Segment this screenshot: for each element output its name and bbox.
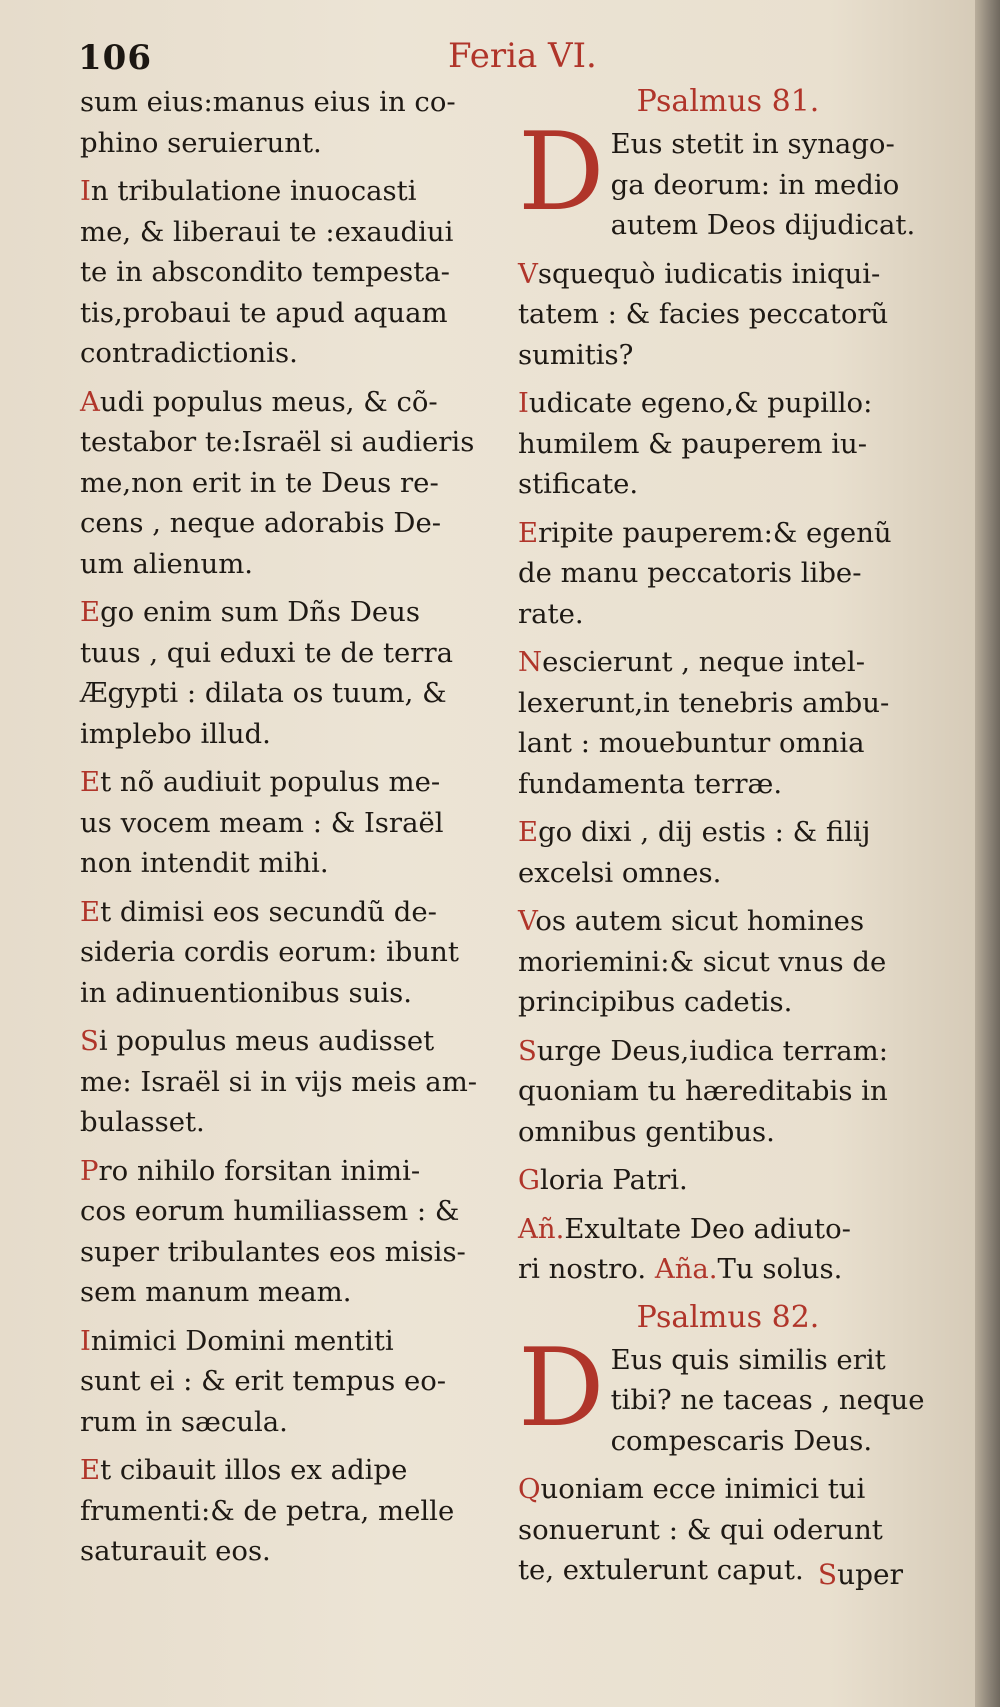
verse-text: rum in sæcula. [80,1405,288,1438]
verse-line [80,123,498,164]
rubricated-initial: P [80,1154,99,1187]
verse-text: lexerunt,in tenebris ambu- [518,686,890,719]
verse-line [518,764,938,805]
verse-line [80,592,498,633]
verse-text: implebo illud. [80,717,271,750]
verse [518,1160,938,1201]
verse-line [80,82,498,123]
verse-text: cos eorum humiliassem : & [80,1195,460,1227]
verse-line [518,383,938,424]
verse-text: humilem & pauperem iu- [518,427,868,460]
rubricated-initial: S [80,1025,99,1057]
verse-text: t nõ audiuit populus me- [100,766,441,798]
rubricated-initial: Q [518,1473,541,1505]
verse-line [518,1031,938,1072]
verse-text: me, & liberaui te :exaudiui [80,215,454,248]
rubricated-initial: E [80,596,101,628]
verse-text: urge Deus,iudica terram: [536,1034,889,1067]
verse-text: sumitis? [518,338,634,371]
rubricated-initial: V [518,905,536,937]
verse-line: ga deorum: in medio [610,168,900,201]
verse-text: omnibus gentibus. [518,1115,775,1148]
verse-text: squequò iudicatis iniqui- [537,257,881,290]
verse-line [80,1191,498,1232]
verse-text: testabor te:Israël si audieris [80,426,475,458]
antiphon-text-2: Tu solus. [717,1253,843,1285]
verse-text: de manu peccatoris libe- [518,557,862,589]
verse-line [80,503,498,544]
rubricated-initial: A [80,385,100,418]
verse-text: stificate. [518,468,639,500]
verse-text: quoniam tu hæreditabis in [518,1075,888,1107]
verse-line [80,1232,498,1273]
antiphon-text: Exultate Deo adiuto- [564,1212,851,1245]
verse-line [518,553,938,594]
verse-text: tatem : & facies peccatorũ [518,298,889,330]
verse-text: te, extulerunt caput. [518,1554,804,1586]
verse-line: Eus quis similis erit [610,1343,886,1376]
verse-text: lant : mouebuntur omnia [518,727,865,759]
verse-line [518,294,938,335]
verse-line [518,424,938,465]
verse-line [518,982,938,1023]
verse-text: os autem sicut homines [535,905,865,937]
verse [80,592,498,754]
verse-line [518,1510,938,1551]
verse-text: sem manum meam. [80,1276,352,1308]
verse [80,382,498,585]
verse-line [80,843,498,884]
verse-text: ripite pauperem:& egenũ [538,516,892,549]
verse-text: go dixi , dij estis : & filij [538,816,871,848]
verse-text: t cibauit illos ex adipe [100,1454,408,1486]
psalm-82-opening-verse [518,1325,938,1462]
verse-text: bulasset. [80,1106,205,1138]
verse-line [80,252,498,293]
verse [80,1151,498,1313]
verse [80,1450,498,1572]
verse-line [518,642,938,683]
verse-text: in adinuentionibus suis. [80,976,413,1009]
verse-text: udi populus meus, & cõ- [99,385,438,418]
verse-line [80,382,498,423]
verse-line [518,513,938,554]
rubricated-initial: V [518,257,538,290]
verse-line [80,1021,498,1062]
rubricated-initial: E [518,516,539,549]
verse-text: principibus cadetis. [518,986,793,1018]
verse-text: t dimisi eos secundũ de- [100,895,437,928]
verse-line: Eus stetit in synago- [610,128,895,160]
verse-text: phino seruierunt. [80,126,322,159]
verse-text: um alienum. [80,547,254,580]
verse [80,82,498,163]
verse-text: cens , neque adorabis De- [80,507,442,539]
rubricated-initial: I [80,175,91,207]
verse-line [80,463,498,504]
verse-line [80,422,498,463]
left-column [80,82,498,1580]
verse-line [518,335,938,376]
verse-line [80,1102,498,1143]
catchword [818,1558,903,1591]
verse-line [80,714,498,755]
verse-line: autem Deos dijudicat. [610,209,916,241]
verse-line [80,1361,498,1402]
drop-cap: D [518,1325,605,1451]
verse-text: escierunt , neque intel- [542,646,865,678]
verse-text: sonuerunt : & qui oderunt [518,1513,883,1546]
verse-text: i populus meus audisset [98,1025,435,1057]
verse-text: sideria cordis eorum: ibunt [80,936,459,968]
verse [80,1021,498,1143]
verse-text: loria Patri. [539,1164,688,1196]
verse-text: Ægypti : dilata os tuum, & [80,677,447,709]
catchword-initial: S [817,1558,838,1591]
verse-line [80,932,498,973]
verse-line [80,633,498,674]
verse [80,892,498,1014]
verse-text: n tribulatione inuocasti [90,175,417,207]
verse-text: fundamenta terræ. [518,767,783,800]
verse-line [80,212,498,253]
antiphon-label-2: Aña. [654,1253,718,1285]
verse [518,513,938,635]
running-head: Feria VI. [448,36,597,76]
verse-text: te in abscondito tempesta- [80,256,450,288]
verse-text: frumenti:& de petra, melle [80,1494,455,1527]
rubricated-initial: E [518,816,539,848]
verse-line [80,762,498,803]
verse [518,901,938,1023]
verse [518,254,938,376]
verse-text: udicate egeno,& pupillo: [528,387,873,419]
verse-line: tibi? ne taceas , neque [610,1384,925,1416]
catchword-rest: uper [837,1558,903,1591]
verse-text: uoniam ecce inimici tui [540,1473,866,1505]
verse-line [518,594,938,635]
verse-text: non intendit mihi. [80,847,329,879]
verse-line [80,892,498,933]
verse-line [80,1272,498,1313]
rubricated-initial: I [518,387,529,419]
verse-line [518,1160,938,1201]
verse-line [80,293,498,334]
psalm-81-verses [518,254,938,1201]
verse-line [518,1112,938,1153]
verse-line [80,333,498,374]
verse-line [518,1071,938,1112]
right-column [518,82,938,1599]
drop-cap: D [518,110,605,235]
verse-text: nimici Domini mentiti [90,1324,394,1357]
verse [518,642,938,804]
rubricated-initial: E [80,766,101,798]
verse-line [80,1321,498,1362]
verse-line [518,254,938,295]
verse-line [80,171,498,212]
verse-line [518,812,938,853]
rubricated-initial: I [80,1324,91,1357]
verse-text: excelsi omnes. [518,856,722,889]
verse-text: me: Israël si in vijs meis am- [80,1065,478,1098]
verse-line [80,1151,498,1192]
verse-line: compescaris Deus. [610,1424,873,1457]
verse [518,1031,938,1153]
verse-line [80,673,498,714]
verse-line [80,544,498,585]
verse-text: saturauit eos. [80,1535,271,1567]
verse-text: rate. [518,597,584,630]
antiphon [518,1209,938,1290]
verse-line [518,942,938,983]
verse-text: tuus , qui eduxi te de terra [80,636,453,669]
psalm-81-opening-verse [518,110,938,246]
verse-line [518,1469,938,1510]
verse-text: go enim sum Dñs Deus [100,596,420,628]
verse-line [80,1531,498,1572]
psalm-82-title: Psalmus 82. [636,1299,820,1335]
verse-text: contradictionis. [80,337,298,369]
verse-text: tis,probaui te apud aquam [80,296,448,329]
rubricated-initial: S [518,1034,537,1067]
verse-line [518,853,938,894]
verse-text: me,non erit in te Deus re- [80,466,439,499]
verse-text: sunt ei : & erit tempus eo- [80,1365,447,1397]
verse-line [80,1491,498,1532]
verse-line [80,803,498,844]
verse-line [80,1062,498,1103]
verse [518,383,938,505]
page-number: 106 [78,38,152,78]
verse-line [80,1402,498,1443]
rubricated-initial: N [518,646,543,678]
verse [80,171,498,374]
verse [80,762,498,884]
verse-line [80,1450,498,1491]
verse [518,812,938,893]
verse-line [518,464,938,505]
verse-text: moriemini:& sicut vnus de [518,945,887,978]
antiphon-label: Añ. [518,1212,565,1245]
verse-line [518,683,938,724]
antiphon-text-cont: ri nostro. [518,1253,647,1285]
rubricated-initial: E [80,1454,101,1486]
rubricated-initial: E [80,895,101,928]
rubricated-initial: G [518,1164,540,1196]
verse-line [518,723,938,764]
verse-text: sum eius:manus eius in co- [80,86,456,118]
verse-line [80,973,498,1014]
verse-text: super tribulantes eos misis- [80,1235,466,1268]
book-gutter [975,0,1000,1707]
verse-line [518,901,938,942]
verse-text: ro nihilo forsitan inimi- [98,1154,421,1187]
verse-text: us vocem meam : & Israël [80,806,444,839]
psalm-81-title: Psalmus 81. [636,84,820,119]
verse [80,1321,498,1443]
